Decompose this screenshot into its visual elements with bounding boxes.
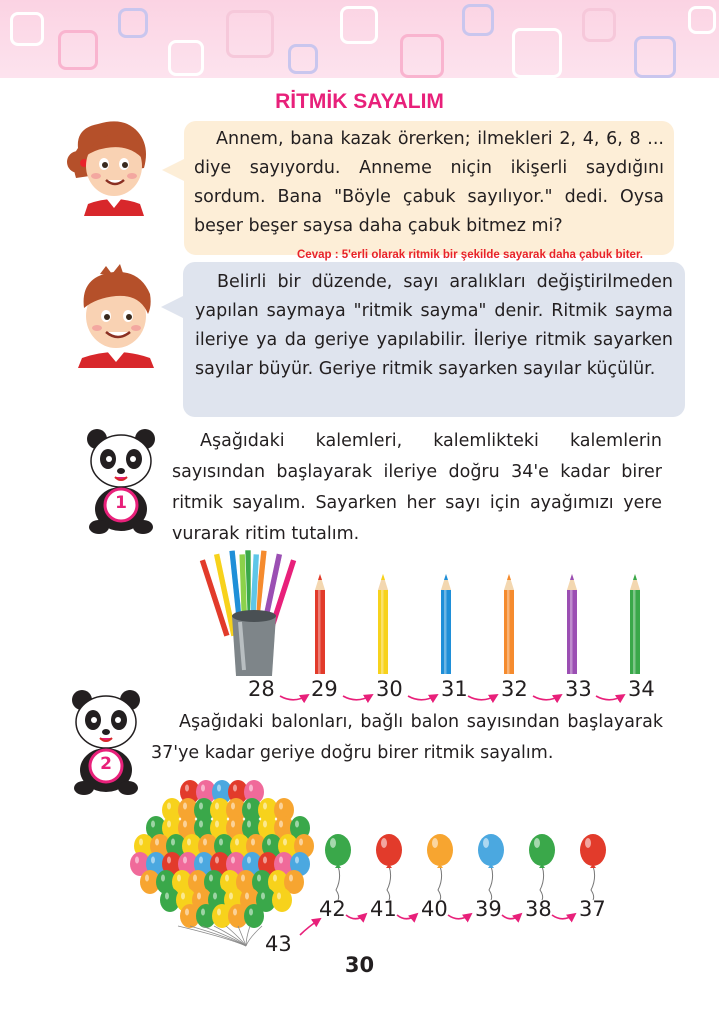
boy-speech-bubble xyxy=(183,262,685,417)
sequence-arrow xyxy=(346,914,366,919)
sequence-2-number: 37 xyxy=(579,897,606,921)
exercise-2-instructions: Aşağıdaki balonları, bağlı balon sayısından başlayarak 37'ye kadar geriye doğru birer ritmik sayalım. xyxy=(151,712,663,763)
sequence-2-number: 39 xyxy=(475,897,502,921)
pencil xyxy=(378,574,388,674)
balloon xyxy=(529,834,555,900)
panda-badge-1 xyxy=(83,429,159,535)
boy-speech-text: Belirli bir düzende, sayı aralıkları değiştirilmeden yapılan saymaya "ritmik sayma" denir. Ritmik sayma ileriye ya da geriye yapılabilir. İleriye ritmik sayarken sayılar büyür. Geriye ritmik sayarken sayılar küçülür. xyxy=(195,272,673,379)
sequence-2-start: 43 xyxy=(265,932,292,956)
answer-note: Cevap : 5'erli olarak ritmik bir şekilde sayarak daha çabuk biter. xyxy=(297,249,643,261)
girl-speech-bubble xyxy=(184,121,674,255)
girl-character-illustration xyxy=(66,118,162,216)
pencil xyxy=(630,574,640,674)
balloon xyxy=(478,834,504,900)
sequence-arrow xyxy=(408,695,437,700)
pencil xyxy=(504,574,514,674)
balloons-row xyxy=(318,830,618,900)
sequence-arrow xyxy=(448,914,471,919)
sequence-arrow xyxy=(468,695,497,700)
page-number: 30 xyxy=(344,953,375,977)
sequence-1-number: 30 xyxy=(376,677,403,701)
header-banner xyxy=(0,0,719,78)
page-title: RİTMİK SAYALIM xyxy=(275,90,444,113)
sequence-1-number: 28 xyxy=(248,677,275,701)
sequence-arrow xyxy=(533,695,561,700)
sequence-arrow xyxy=(552,914,575,919)
sequence-arrow xyxy=(502,914,521,919)
sequence-1-number: 34 xyxy=(628,677,655,701)
exercise-1-number: 1 xyxy=(115,493,127,513)
sequence-1-number: 29 xyxy=(311,677,338,701)
pencil xyxy=(315,574,325,674)
pencils-row xyxy=(300,574,670,676)
sequence-2-number: 41 xyxy=(370,897,397,921)
sequence-2-arrows xyxy=(0,905,719,945)
balloon xyxy=(580,834,606,900)
balloon xyxy=(427,834,453,900)
sequence-arrow xyxy=(343,695,372,700)
balloon xyxy=(325,834,351,900)
sequence-arrow xyxy=(596,695,624,700)
girl-speech-text: Annem, bana kazak örerken; ilmekleri 2, 4, 6, 8 ... diye sayıyordu. Anneme niçin ikişerli saydığını sordum. Bana "Böyle çabuk sayılıyor." dedi. Oysa beşer beşer saysa daha çabuk bitmez mi? xyxy=(194,129,664,236)
sequence-arrow xyxy=(280,695,308,700)
sequence-2-number: 38 xyxy=(525,897,552,921)
pencil-cup-illustration xyxy=(214,550,294,680)
exercise-1-instructions: Aşağıdaki kalemleri, kalemlikteki kalemlerin sayısından başlayarak ileriye doğru 34'e kadar birer ritmik sayalım. Sayarken her sayı için ayağımızı yere vurarak ritim tutalım. xyxy=(172,431,662,544)
sequence-arrow xyxy=(397,914,417,919)
sequence-1-number: 32 xyxy=(501,677,528,701)
sequence-2-number: 40 xyxy=(421,897,448,921)
sequence-1-number: 31 xyxy=(441,677,468,701)
exercise-2-number: 2 xyxy=(100,754,112,774)
speech-bubble-tail-girl xyxy=(162,158,186,182)
speech-bubble-tail-boy xyxy=(161,295,185,319)
sequence-1-number: 33 xyxy=(565,677,592,701)
pencil xyxy=(441,574,451,674)
sequence-2-number: 42 xyxy=(319,897,346,921)
boy-character-illustration xyxy=(70,264,162,368)
balloon xyxy=(376,834,402,900)
pencil xyxy=(567,574,577,674)
sequence-arrow xyxy=(300,919,320,935)
